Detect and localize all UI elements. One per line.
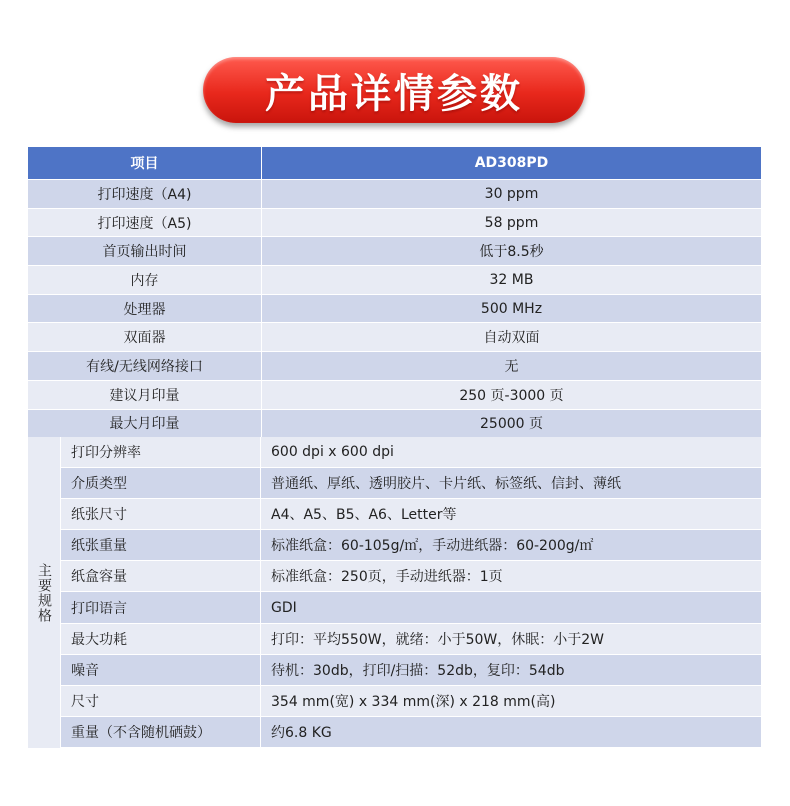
row-label: 打印速度（A5) [28,209,262,237]
table-row [28,209,761,238]
row-label: 建议月印量 [28,381,262,409]
row-value: 250 页-3000 页 [459,387,564,404]
row-label: 内存 [28,266,262,294]
table-header [28,147,761,179]
table-row [61,592,761,623]
spec-value: A4、A5、B5、A6、Letter等 [271,507,457,524]
spec-label: 纸盒容量 [61,561,261,591]
table-row [28,295,761,324]
table-row [28,381,761,410]
spec-value: 待机：30db，打印/扫描：52db，复印：54db [271,662,565,679]
spec-label: 纸张尺寸 [61,499,261,529]
spec-value: 打印：平均550W，就绪：小于50W，休眠：小于2W [271,631,604,648]
row-label: 首页输出时间 [28,237,262,265]
table-row [61,530,761,561]
header-item-label: 项目 [28,147,262,179]
main-specs-section [28,437,761,748]
spec-rows [61,437,761,748]
table-row [61,437,761,468]
spec-value: 600 dpi x 600 dpi [271,444,394,461]
table-row [61,655,761,686]
page-title: 产品详情参数 [265,70,523,117]
table-row [61,624,761,655]
spec-value: 标准纸盒：250页，手动进纸器：1页 [271,569,503,586]
table-row [28,352,761,381]
spec-label: 打印分辨率 [61,437,261,467]
row-value: 30 ppm [484,185,539,202]
spec-label: 噪音 [61,655,261,685]
table-row [28,410,761,439]
spec-value: 约6.8 KG [271,724,332,741]
row-label: 最大月印量 [28,410,262,438]
row-value: 25000 页 [480,416,543,433]
row-value: 低于8.5秒 [479,244,544,261]
table-row [28,323,761,352]
row-value: 500 MHz [480,300,543,317]
row-value: 无 [504,358,519,375]
title-banner [203,57,585,123]
spec-value: 普通纸、厚纸、透明胶片、卡片纸、标签纸、信封、薄纸 [271,476,621,493]
spec-value: 标准纸盒：60-105g/㎡，手动进纸器：60-200g/㎡ [271,538,594,555]
table-row [28,266,761,295]
row-label: 打印速度（A4) [28,180,262,208]
table-row [61,686,761,717]
row-value: 自动双面 [483,330,540,347]
spec-label: 打印语言 [61,592,261,622]
table-row [61,717,761,748]
spec-value: 354 mm(宽) x 334 mm(深) x 218 mm(高) [271,693,556,710]
spec-label: 尺寸 [61,686,261,716]
basic-params-rows [28,180,761,438]
spec-group-label: 主要规格 [36,562,52,623]
table-row [28,237,761,266]
row-value: 58 ppm [484,214,539,231]
table-row [61,468,761,499]
spec-value: GDI [271,599,297,616]
table-row [61,499,761,530]
spec-group-cell [28,437,61,748]
row-label: 处理器 [28,295,262,323]
table-row [61,561,761,592]
row-label: 双面器 [28,323,262,351]
spec-label: 纸张重量 [61,530,261,560]
header-model-label: AD308PD [474,155,549,171]
spec-label: 重量（不含随机硒鼓） [61,717,261,747]
row-label: 有线/无线网络接口 [28,352,262,380]
spec-label: 介质类型 [61,468,261,498]
table-row [28,180,761,209]
row-value: 32 MB [489,271,534,288]
spec-label: 最大功耗 [61,624,261,654]
